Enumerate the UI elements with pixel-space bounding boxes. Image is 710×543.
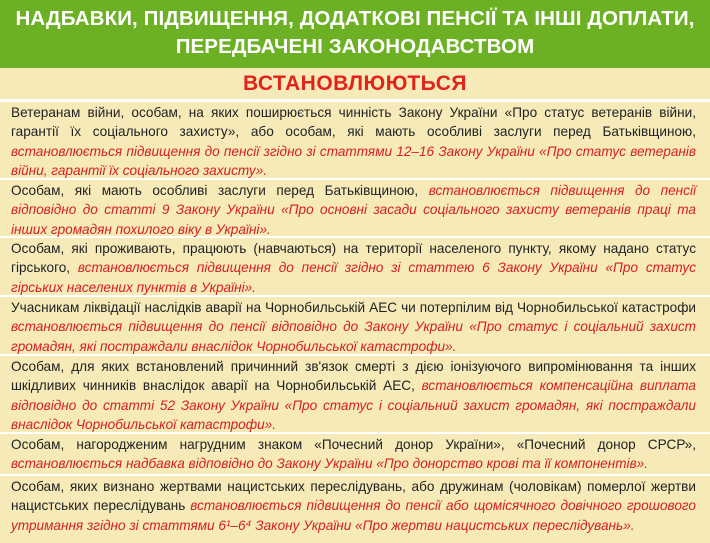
row-italic-text: встановлюється підвищення до пенсії відповідно до Закону України «Про статус і соціальний захист громадян, які постраждали внаслідок Чорнобильської катастрофи».: [11, 319, 696, 354]
row-italic-text: встановлюється підвищення до пенсії або щомісячного довічного грошового утримання згідно зі статтями 6¹–6⁴ Закону України «Про жертви нацистських переслідувань».: [11, 498, 696, 533]
row-italic-text: встановлюється підвищення до пенсії згідно зі статтями 12–16 Закону України «Про статус ветеранів війни, гарантії їх соціального захисту».: [11, 143, 696, 179]
list-item: [0, 434, 710, 474]
list-item: [0, 356, 710, 432]
row-plain-text: Особам, які проживають, працюють (навчаються) на території населеного пункту, якому надано статус гірського,: [11, 241, 696, 276]
row-plain-text: Особам, для яких встановлений причинний зв'язок смерті з дією іонізуючого випромінювання та інших шкідливих чинників внаслідок аварії на Чорнобильській АЕС,: [11, 359, 696, 394]
header-title-line2: ПЕРЕДБАЧЕНІ ЗАКОНОДАВСТВОМ: [175, 35, 535, 58]
row-italic-text: встановлюється підвищення до пенсії відповідно до статті 9 Закону України «Про основні засади соціального захисту ветеранів праці та інших громадян похилого віку в Україні».: [11, 183, 697, 237]
list-item: [0, 476, 710, 543]
list-item: [0, 238, 710, 295]
row-plain-text: Особам, які мають особливі заслуги перед Батьківщиною,: [11, 183, 429, 198]
row-italic-text: встановлюється компенсаційна виплата відповідно до статті 52 Закону України «Про статус і соціальний захист громадян, які постраждали внаслідок Чорнобильської катастрофи».: [11, 378, 696, 433]
row-plain-text: Учасникам ліквідації наслідків аварії на Чорнобильській АЕС чи потерпілим від Чорнобильської катастрофи: [11, 300, 696, 315]
subheader-title: ВСТАНОВЛЮЮТЬСЯ: [0, 68, 710, 102]
row-italic-text: встановлюється надбавка відповідно до Закону України «Про донорство крові та її компонентів».: [11, 456, 649, 472]
header-title-line1: НАДБАВКИ, ПІДВИЩЕННЯ, ДОДАТКОВІ ПЕНСІЇ ТА ІНШІ ДОПЛАТИ,: [15, 7, 695, 30]
row-plain-text: Особам, нагородженим нагрудним знаком «Почесний донор України», «Почесний донор СРСР»,: [11, 437, 696, 452]
list-item: [0, 297, 710, 354]
row-italic-text: встановлюється підвищення до пенсії згідно зі статтею 6 Закону України «Про статус гірських населених пунктів в Україні».: [11, 260, 696, 295]
row-plain-text: Особам, яких визнано жертвами нацистських переслідувань, або дружинам (чоловікам) померлої жертви нацистських переслідувань: [11, 479, 696, 514]
list-item: [0, 102, 710, 178]
list-item: [0, 180, 710, 236]
header-banner: [0, 0, 710, 68]
row-plain-text: Ветеранам війни, особам, на яких поширюється чинність Закону України «Про статус ветеранів війни, гарантії їх соціального захисту», або особам, які мають особливі заслуги перед Батьківщиною,: [11, 105, 696, 140]
